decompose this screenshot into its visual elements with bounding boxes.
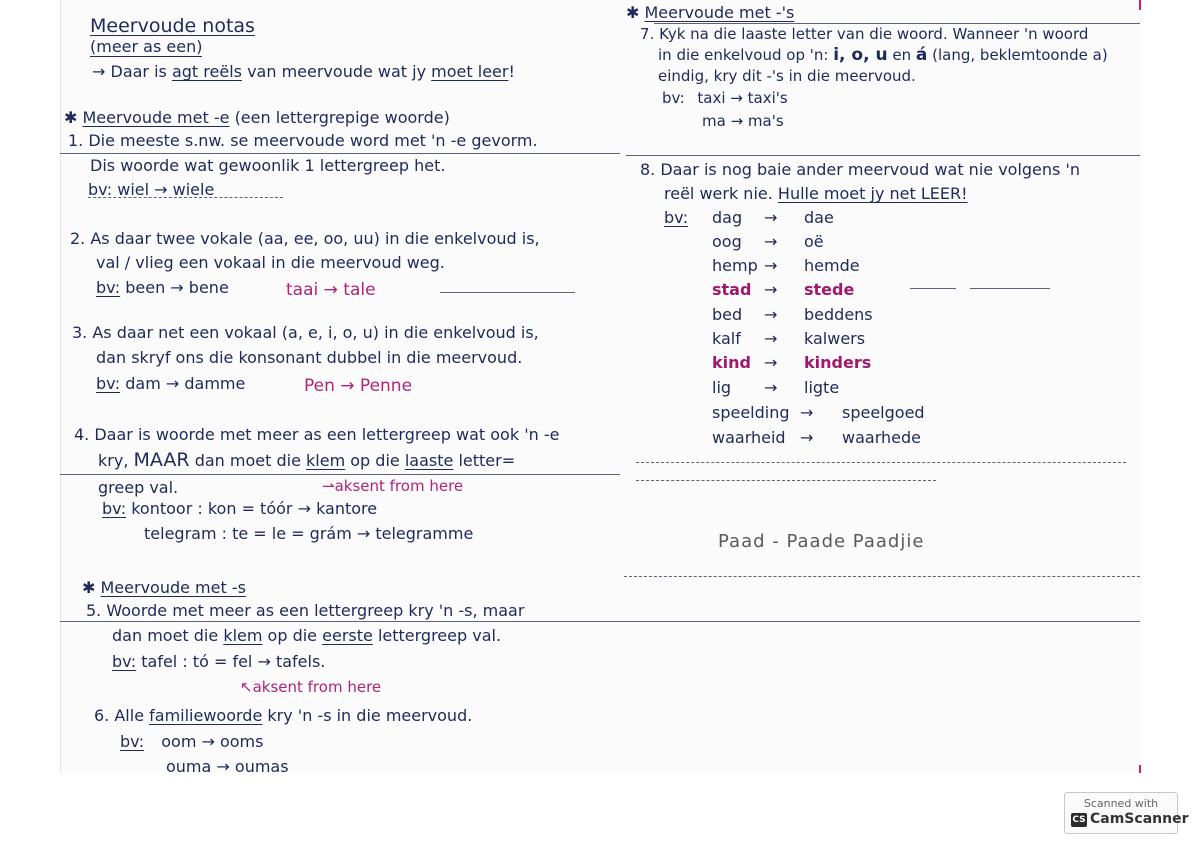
divider xyxy=(970,288,1050,289)
plural-singular: stad xyxy=(712,280,752,299)
arrow-icon: → xyxy=(764,378,778,397)
camscanner-watermark xyxy=(1064,792,1189,834)
rule-5-line-1: 5. Woorde met meer as een lettergreep kry 'n -s, maar xyxy=(86,601,525,620)
rule-6-example-2: ouma → oumas xyxy=(166,757,289,773)
rule-6-example-1: bv: oom → ooms xyxy=(120,732,264,751)
rule-2-example: bv: been → bene xyxy=(96,278,229,297)
divider xyxy=(440,292,575,293)
plural-form: stede xyxy=(804,280,855,299)
divider xyxy=(60,153,620,154)
arrow-icon: ⇀ xyxy=(322,477,335,495)
rule-5-example: bv: tafel : tó = fel → tafels. xyxy=(112,652,326,671)
section-heading-s: ✱ Meervoude met -s xyxy=(82,578,246,597)
subheading: (meer as een) xyxy=(90,37,203,56)
divider xyxy=(624,576,1140,578)
rule-8-bv-label: bv: xyxy=(664,208,689,227)
plural-singular: oog xyxy=(712,232,742,251)
rule-3-extra-example: Pen → Penne xyxy=(304,376,413,396)
intro-line: → Daar is agt reëls van meervoude wat jy moet leer! xyxy=(92,62,515,81)
example-underline xyxy=(88,197,283,199)
arrow-icon: → xyxy=(764,280,778,299)
rule-2-line-2: val / vlieg een vokaal in die meervoud weg. xyxy=(96,253,445,272)
arrow-icon: → xyxy=(800,428,814,447)
rule-1-example: bv: wiel → wiele xyxy=(88,180,215,199)
rule-7-line-1: 7. Kyk na die laaste letter van die woord. Wanneer 'n woord xyxy=(640,25,1089,43)
divider xyxy=(60,474,620,475)
arrow-icon: → xyxy=(764,208,778,227)
rule-4-example-1: bv: kontoor : kon = tóór → kantore xyxy=(102,499,378,518)
plural-singular: hemp xyxy=(712,256,758,275)
rule-8-line-1: 8. Daar is nog baie ander meervoud wat nie volgens 'n xyxy=(640,160,1080,179)
watermark-caption: Scanned with xyxy=(1083,797,1159,810)
rule-1-line-2: Dis woorde wat gewoonlik 1 lettergreep het. xyxy=(90,156,446,175)
plural-form: kalwers xyxy=(804,329,866,348)
rule-6-line-1: 6. Alle familiewoorde kry 'n -s in die meervoud. xyxy=(94,706,473,725)
plural-form: beddens xyxy=(804,305,873,324)
divider xyxy=(910,288,956,289)
arrow-icon: → xyxy=(800,403,814,422)
rule-4-accent-note: ⇀aksent from here xyxy=(322,477,464,495)
extra-example: Paad - Paade Paadjie xyxy=(718,531,925,552)
rule-7-example-1: bv: taxi → taxi's xyxy=(662,89,788,107)
section-heading-apostrophe-s: ✱ Meervoude met -'s xyxy=(626,3,795,22)
rule-7-line-2: in die enkelvoud op 'n: i, o, u en á (lang, beklemtoonde a) xyxy=(658,45,1108,65)
arrow-icon: → xyxy=(764,256,778,275)
plural-singular: waarheid xyxy=(712,428,786,447)
rule-3-line-2: dan skryf ons die konsonant dubbel in die meervoud. xyxy=(96,348,523,367)
rule-3-example: bv: dam → damme xyxy=(96,374,246,393)
plural-form: hemde xyxy=(804,256,860,275)
plural-singular: speelding xyxy=(712,403,790,422)
rule-4-example-2: telegram : te = le = grám → telegramme xyxy=(144,524,474,543)
plural-form: dae xyxy=(804,208,834,227)
rule-7-example-2: ma → ma's xyxy=(702,112,784,130)
divider xyxy=(626,155,1140,156)
page-edge-mark xyxy=(1139,765,1141,773)
page-edge-mark xyxy=(1139,0,1141,10)
arrow-icon: → xyxy=(764,305,778,324)
rule-8-line-2: reël werk nie. Hulle moet jy net LEER! xyxy=(664,184,968,203)
plural-form: ligte xyxy=(804,378,840,397)
arrow-icon: → xyxy=(764,329,778,348)
plural-form: speelgoed xyxy=(842,403,925,422)
watermark-brand: CamScanner xyxy=(1090,811,1189,827)
rule-4-line-1: 4. Daar is woorde met meer as een lettergreep wat ook 'n -e xyxy=(74,425,560,444)
heading: Meervoude notas xyxy=(90,15,255,37)
camscanner-logo-icon: CS xyxy=(1072,815,1086,825)
plural-form: kinders xyxy=(804,353,872,372)
rule-4-line-2: kry, MAAR dan moet die klem op die laaste letter= xyxy=(98,449,516,471)
rule-7-line-3: eindig, kry dit -'s in die meervoud. xyxy=(658,67,916,85)
rule-3-line-1: 3. As daar net een vokaal (a, e, i, o, u) in die enkelvoud is, xyxy=(72,323,539,342)
rule-5-line-2: dan moet die klem op die eerste lettergreep val. xyxy=(112,626,502,645)
rule-4-line-3: greep val. xyxy=(98,478,179,497)
plural-singular: kalf xyxy=(712,329,741,348)
divider xyxy=(636,462,1126,464)
rule-2-extra-example: taai → tale xyxy=(286,280,376,300)
rule-5-accent-note: ↖aksent from here xyxy=(240,678,382,696)
plural-singular: kind xyxy=(712,353,751,372)
arrow-icon: ↖ xyxy=(240,678,253,696)
plural-form: oë xyxy=(804,232,824,251)
plural-singular: lig xyxy=(712,378,732,397)
divider xyxy=(60,621,1140,622)
plural-form: waarhede xyxy=(842,428,921,447)
arrow-icon: → xyxy=(764,232,778,251)
plural-singular: dag xyxy=(712,208,743,227)
plural-singular: bed xyxy=(712,305,743,324)
rule-2-line-1: 2. As daar twee vokale (aa, ee, oo, uu) in die enkelvoud is, xyxy=(70,229,540,248)
divider xyxy=(636,480,936,482)
rule-1-line-1: 1. Die meeste s.nw. se meervoude word met 'n -e gevorm. xyxy=(68,131,538,150)
arrow-icon: → xyxy=(764,353,778,372)
section-heading-e: ✱ Meervoude met -e (een lettergrepige woorde) xyxy=(64,108,450,127)
